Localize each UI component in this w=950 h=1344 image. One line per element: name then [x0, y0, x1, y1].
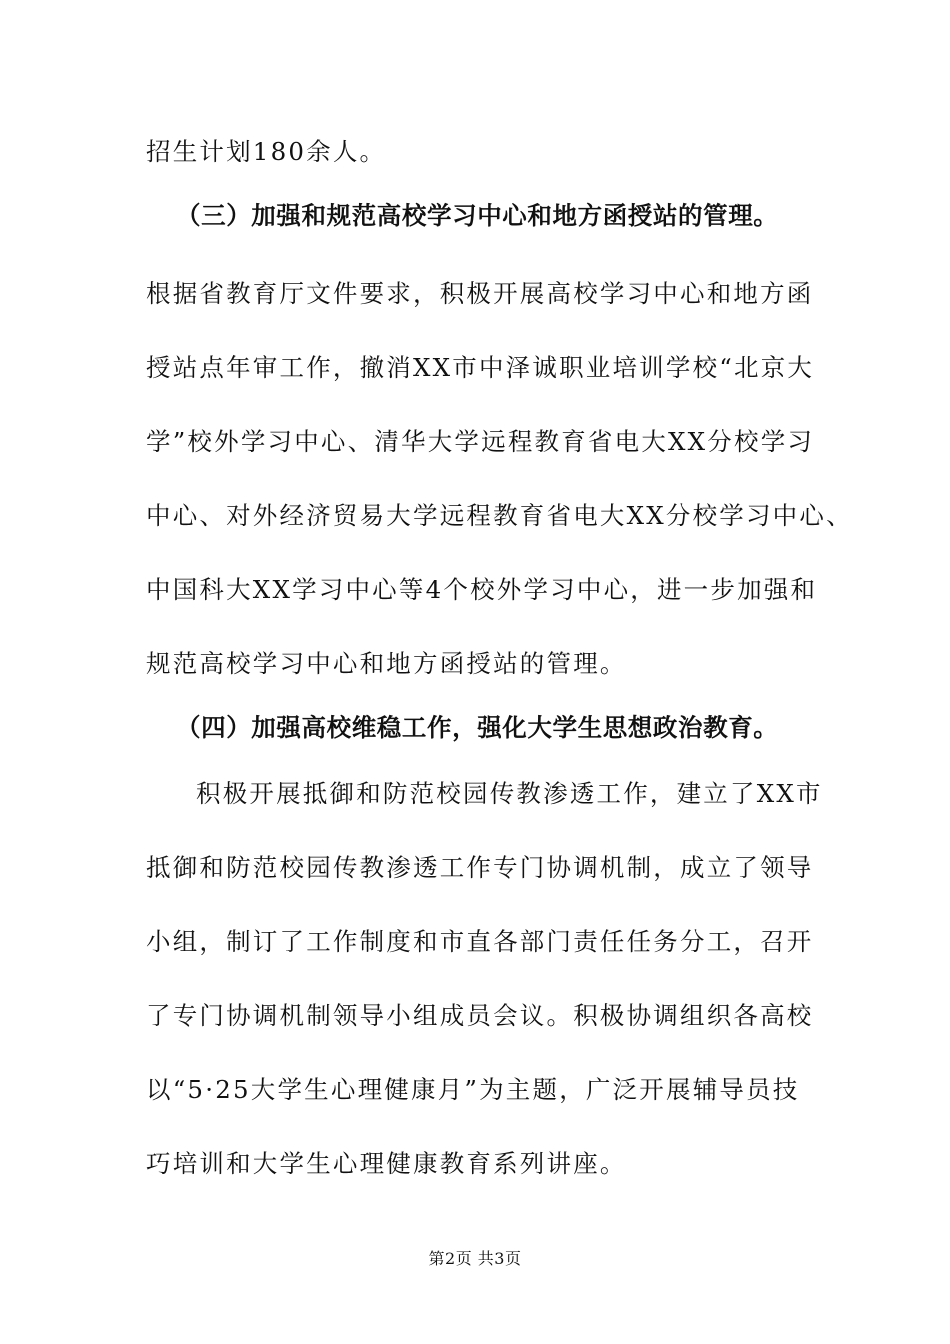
section-heading-4: （四）加强高校维稳工作，强化大学生思想政治教育。 [176, 713, 779, 742]
paragraph-first-line: 积极开展抵御和防范校园传教渗透工作，建立了XX市 [196, 779, 823, 808]
body-text-line: 招生计划180余人。 [146, 137, 387, 166]
body-text-line: 中国科大XX学习中心等4个校外学习中心，进一步加强和 [146, 575, 818, 604]
body-text-line: 以“5·25大学生心理健康月”为主题，广泛开展辅导员技 [146, 1075, 800, 1104]
body-text-line: 学”校外学习中心、清华大学远程教育省电大XX分校学习 [146, 427, 815, 456]
body-text-line: 规范高校学习中心和地方函授站的管理。 [146, 649, 627, 678]
body-text-line: 小组，制订了工作制度和市直各部门责任任务分工，召开 [146, 927, 814, 956]
body-text-line: 了专门协调机制领导小组成员会议。积极协调组织各高校 [146, 1001, 814, 1030]
page-footer: 第2页 共3页 [428, 1249, 522, 1268]
body-text-line: 中心、对外经济贸易大学远程教育省电大XX分校学习中心、 [146, 501, 853, 530]
body-text-line: 授站点年审工作，撤消XX市中泽诚职业培训学校“北京大 [146, 353, 815, 382]
body-text-line: 根据省教育厅文件要求，积极开展高校学习中心和地方函 [146, 279, 814, 308]
body-text-line: 巧培训和大学生心理健康教育系列讲座。 [146, 1149, 627, 1178]
section-heading-3: （三）加强和规范高校学习中心和地方函授站的管理。 [176, 201, 779, 230]
body-text-line: 抵御和防范校园传教渗透工作专门协调机制，成立了领导 [146, 853, 814, 882]
